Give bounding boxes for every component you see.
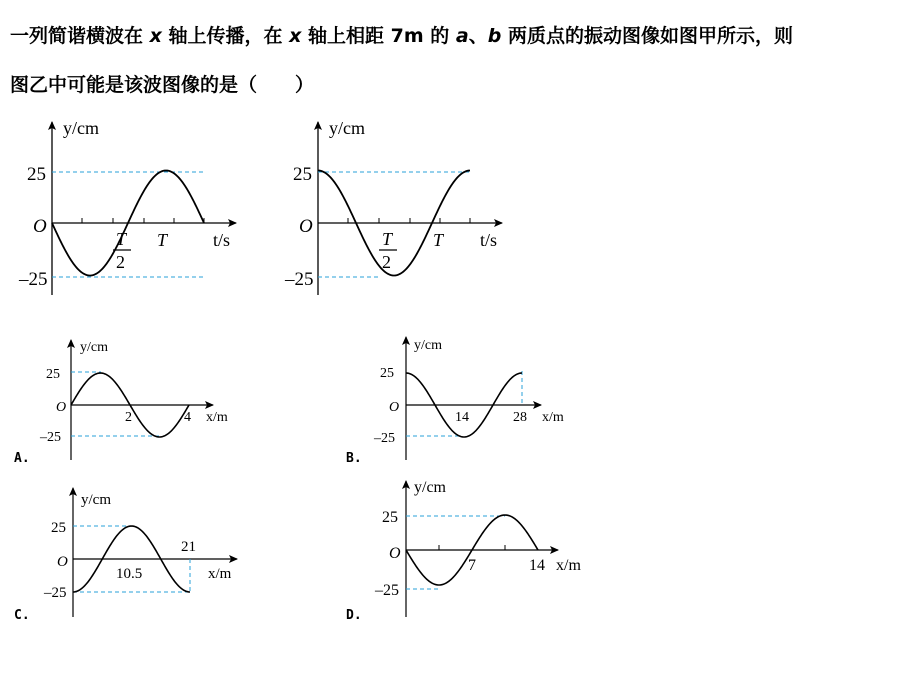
y-tick-neg: –25 xyxy=(375,582,399,599)
y-tick-neg: –25 xyxy=(44,585,67,601)
option-d-graph xyxy=(346,479,581,623)
y-tick-pos: 25 xyxy=(46,367,60,382)
origin-label: O xyxy=(299,216,313,237)
option-a-graph xyxy=(14,340,228,466)
x-axis-label: x/m xyxy=(556,557,581,574)
t-axis-label: t/s xyxy=(480,230,498,250)
y-tick-neg: –25 xyxy=(374,431,395,446)
origin-label: O xyxy=(389,545,401,562)
y-tick-pos: 25 xyxy=(380,366,394,381)
y-tick-neg: –25 xyxy=(19,269,48,290)
option-b-graph xyxy=(346,337,564,466)
y-axis-label: y/cm xyxy=(80,340,108,355)
x-axis-label: x/m xyxy=(208,566,232,582)
x-axis-label: x/m xyxy=(206,410,228,425)
y-tick-neg: –25 xyxy=(285,269,314,290)
x-tick-label: 7 xyxy=(468,557,476,574)
y-tick-pos: 25 xyxy=(51,520,66,536)
half-T-denominator: 2 xyxy=(116,252,125,272)
y-tick-neg: –25 xyxy=(40,430,61,445)
var-x: x xyxy=(149,25,162,47)
x-axis-label: x/m xyxy=(542,410,564,425)
x-tick-label: 14 xyxy=(529,557,545,574)
half-T-numerator: T xyxy=(116,229,127,249)
half-T-denominator: 2 xyxy=(382,252,391,272)
question-text: 轴上相距 7m 的 xyxy=(301,25,456,47)
question-text: 一列简谐横波在 xyxy=(10,25,150,47)
half-T-numerator: T xyxy=(382,229,393,249)
x-tick-label: 2 xyxy=(125,410,132,425)
y-axis-label: y/cm xyxy=(329,118,365,138)
option-label-b[interactable]: B. xyxy=(346,451,362,466)
y-axis-label: y/cm xyxy=(414,338,442,353)
x-tick-label: 14 xyxy=(455,410,469,425)
x-tick-label: 28 xyxy=(513,410,527,425)
x-tick-label: 10.5 xyxy=(116,566,143,582)
y-tick-pos: 25 xyxy=(293,164,312,185)
t-axis-label: t/s xyxy=(213,230,231,250)
graph-a-vibration xyxy=(18,118,236,295)
y-tick-pos: 25 xyxy=(382,509,398,526)
question-text: 两质点的振动图像如图甲所示，则 xyxy=(501,25,793,47)
origin-label: O xyxy=(57,554,68,570)
T-label: T xyxy=(157,230,168,250)
y-axis-label: y/cm xyxy=(81,492,111,508)
origin-label: O xyxy=(56,400,67,415)
graph-b-vibration xyxy=(284,118,502,295)
question-text: 轴上传播，在 xyxy=(161,25,290,47)
y-axis-label: y/cm xyxy=(414,479,446,496)
var-a: a xyxy=(455,25,469,47)
T-label: T xyxy=(433,230,444,250)
option-label-c[interactable]: C. xyxy=(14,608,30,623)
option-label-d[interactable]: D. xyxy=(346,608,362,623)
x-tick-label: 4 xyxy=(184,410,191,425)
x-tick-label: 21 xyxy=(181,539,196,555)
var-x: x xyxy=(289,25,302,47)
question-line-2: 图乙中可能是该波图像的是（ ） xyxy=(10,74,315,96)
y-axis-label: y/cm xyxy=(63,118,99,138)
option-c-graph xyxy=(14,488,237,623)
var-b: b xyxy=(487,25,502,47)
origin-label: O xyxy=(389,400,400,415)
question-text: 、 xyxy=(468,25,488,47)
origin-label: O xyxy=(33,216,47,237)
y-tick-pos: 25 xyxy=(27,164,46,185)
option-label-a[interactable]: A. xyxy=(14,451,30,466)
